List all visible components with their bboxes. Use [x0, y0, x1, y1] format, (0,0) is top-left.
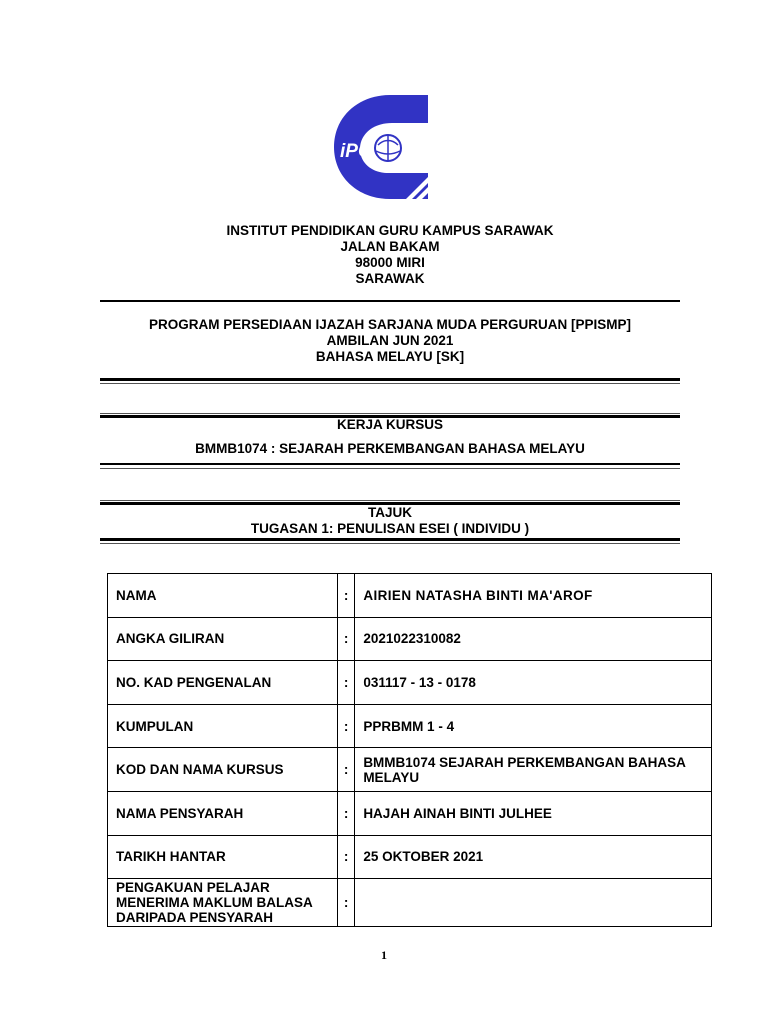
divider-4a	[100, 463, 680, 465]
page-number: 1	[381, 948, 387, 962]
table-row	[108, 661, 712, 705]
logo-text: iPG	[340, 141, 373, 162]
course-type: KERJA KURSUS	[336, 417, 444, 432]
divider-2a	[100, 378, 680, 381]
divider-6a	[100, 538, 680, 541]
row-label: NAMA	[108, 574, 338, 618]
program-intake: AMBILAN JUN 2021	[326, 333, 454, 348]
institution-postcode: 98000 MIRI	[355, 255, 425, 270]
course-block	[100, 417, 680, 457]
row-separator: :	[337, 835, 355, 879]
row-label: NAMA PENSYARAH	[108, 791, 338, 835]
row-label: TARIKH HANTAR	[108, 835, 338, 879]
table-row	[108, 574, 712, 618]
divider-1	[100, 300, 680, 302]
institution-street: JALAN BAKAM	[340, 239, 440, 254]
program-block	[100, 317, 680, 365]
row-separator: :	[337, 661, 355, 705]
divider-6b	[100, 543, 680, 544]
row-value: 25 OKTOBER 2021	[355, 835, 712, 879]
row-separator: :	[337, 748, 355, 792]
row-separator: :	[337, 617, 355, 661]
topic-label: TAJUK	[367, 505, 412, 520]
row-value	[355, 879, 712, 927]
row-separator: :	[337, 704, 355, 748]
row-label: KOD DAN NAMA KURSUS	[108, 748, 338, 792]
institution-name: INSTITUT PENDIDIKAN GURU KAMPUS SARAWAK	[226, 223, 554, 238]
row-value: BMMB1074 SEJARAH PERKEMBANGAN BAHASA MELAYU	[355, 748, 712, 792]
row-label: PENGAKUAN PELAJAR MENERIMA MAKLUM BALASA DARIPADA PENSYARAH	[108, 879, 338, 927]
course-title: BMMB1074 : SEJARAH PERKEMBANGAN BAHASA MELAYU	[195, 441, 585, 456]
row-label: NO. KAD PENGENALAN	[108, 661, 338, 705]
row-value: 031117 - 13 - 0178	[355, 661, 712, 705]
divider-2b	[100, 383, 680, 384]
divider-4b	[100, 468, 680, 469]
row-separator: :	[337, 791, 355, 835]
row-value: AIRIEN NATASHA BINTI MA'AROF	[355, 574, 712, 618]
row-value: 2021022310082	[355, 617, 712, 661]
program-name: PROGRAM PERSEDIAAN IJAZAH SARJANA MUDA PERGURUAN [PPISMP]	[148, 317, 632, 332]
divider-3a	[100, 413, 680, 414]
institution-state: SARAWAK	[355, 271, 425, 286]
row-label: ANGKA GILIRAN	[108, 617, 338, 661]
table-row	[108, 791, 712, 835]
program-major: BAHASA MELAYU [SK]	[315, 349, 465, 364]
row-separator: :	[337, 574, 355, 618]
table-row	[108, 879, 712, 927]
institution-block	[100, 223, 680, 287]
ipg-logo	[332, 93, 430, 201]
row-value: HAJAH AINAH BINTI JULHEE	[355, 791, 712, 835]
table-row	[108, 704, 712, 748]
table-row	[108, 748, 712, 792]
row-label: KUMPULAN	[108, 704, 338, 748]
row-value: PPRBMM 1 - 4	[355, 704, 712, 748]
student-info-table	[107, 573, 712, 927]
topic-block	[100, 505, 680, 537]
table-row	[108, 617, 712, 661]
row-separator: :	[337, 879, 355, 927]
divider-5a	[100, 500, 680, 501]
topic-title: TUGASAN 1: PENULISAN ESEI ( INDIVIDU )	[250, 521, 530, 536]
table-row	[108, 835, 712, 879]
